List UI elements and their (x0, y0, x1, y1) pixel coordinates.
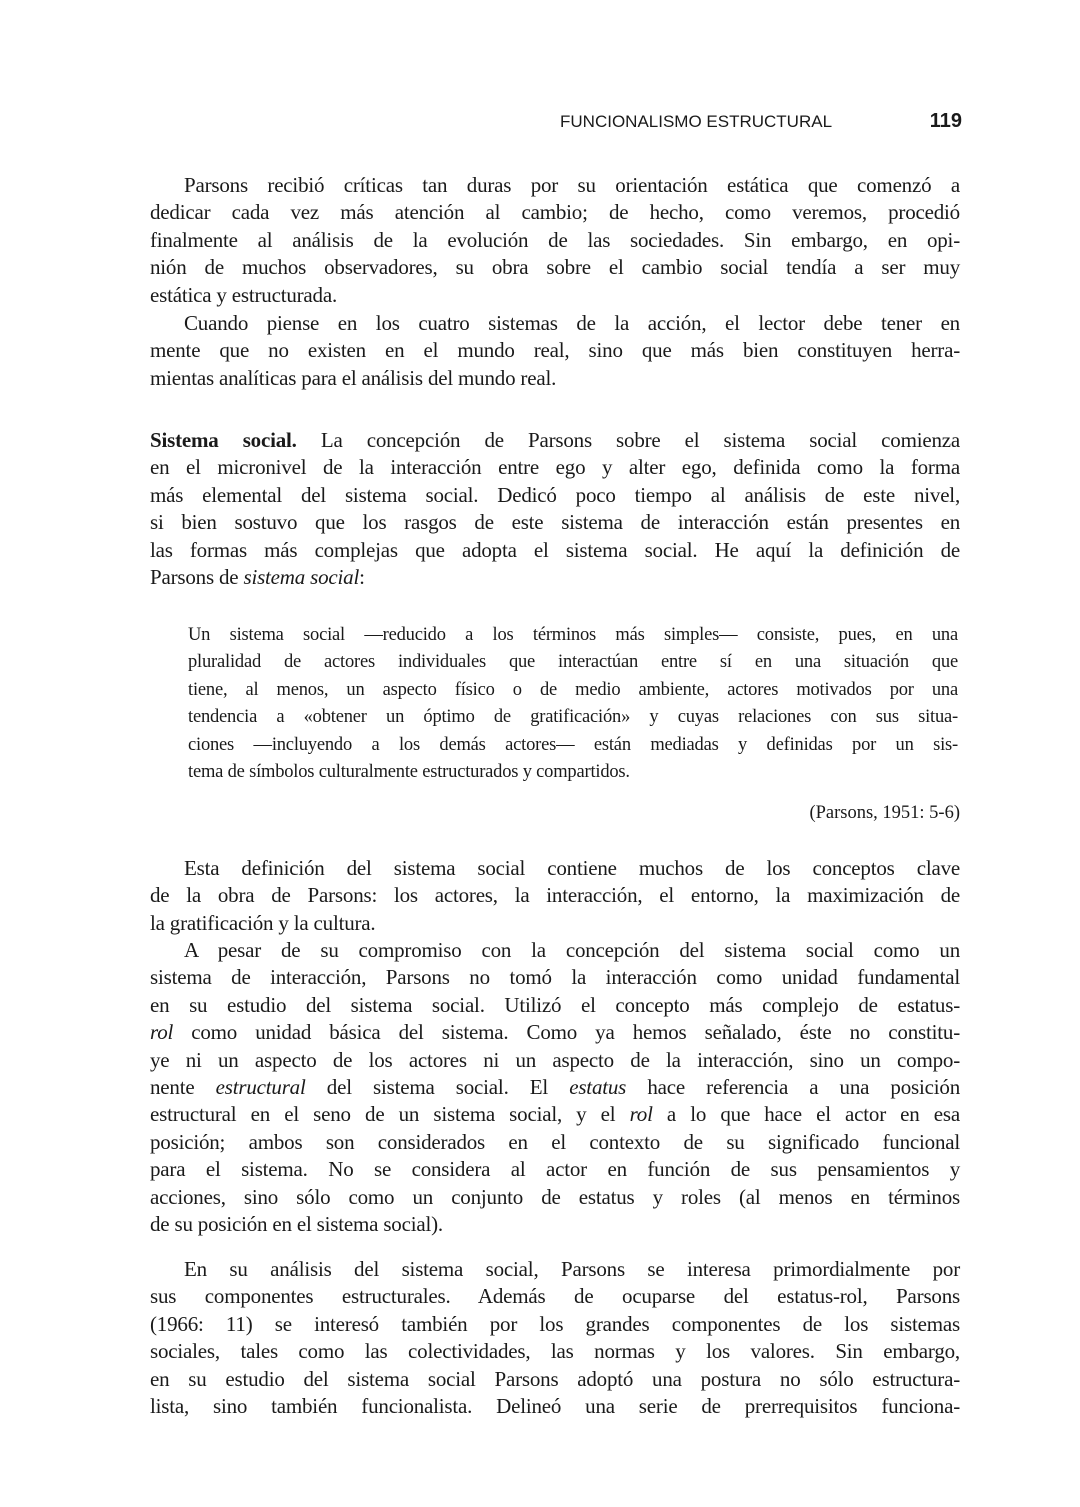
text-line: pluralidad de actores individuales que interactúan entre sí en una situación que (188, 652, 958, 673)
text-line: Cuando piense en los cuatro sistemas de la acción, el lector debe tener en (184, 311, 960, 335)
text-line: en el micronivel de la interacción entre ego y alter ego, definida como la forma (150, 455, 960, 480)
text-line: sociales, tales como las colectividades, las normas y los valores. Sin embargo, (150, 1339, 960, 1364)
italic-term: sistema social (243, 564, 360, 589)
text-line: tiene, al menos, un aspecto físico o de medio ambiente, actores motivados por una (188, 679, 958, 700)
paragraph (150, 855, 960, 937)
text-line: lista, sino también funcionalista. Delineó una serie de prerrequisitos funciona- (150, 1393, 960, 1418)
text-segment: nente (150, 1074, 216, 1099)
text-line (150, 1074, 960, 1101)
text-line (150, 1101, 960, 1128)
text-line: Esta definición del sistema social contiene muchos de los conceptos clave (184, 856, 960, 880)
text-line: las formas más complejas que adopta el sistema social. He aquí la definición de (150, 537, 960, 562)
text-line: dedicar cada vez más atención al cambio; de hecho, como veremos, procedió (150, 200, 960, 225)
section-heading: Sistema social. (150, 428, 297, 452)
text-line: A pesar de su compromiso con la concepción del sistema social como un (184, 938, 960, 962)
italic-term: estatus (569, 1074, 627, 1099)
text-line: más elemental del sistema social. Dedicó poco tiempo al análisis de este nivel, (150, 482, 960, 507)
text-line: para el sistema. No se considera al actor en función de sus pensamientos y (150, 1157, 960, 1182)
italic-term: rol (629, 1102, 653, 1127)
text-segment: a lo que hace el actor en esa (652, 1102, 960, 1127)
text-line: estática y estructurada. (150, 282, 338, 307)
text-line: tema de símbolos culturalmente estructurados y compartidos. (188, 761, 630, 782)
text-line: sus componentes estructurales. Además de ocuparse del estatus-rol, Parsons (150, 1284, 960, 1309)
text-segment: estructural en el seno de un sistema social, y el (150, 1102, 630, 1127)
text-line: si bien sostuvo que los rasgos de este sistema de interacción están presentes en (150, 510, 960, 535)
paragraph (150, 937, 960, 1238)
text-line: Un sistema social —reducido a los términos más simples— consiste, pues, en una (188, 625, 958, 645)
text-segment: hace referencia a una posición (626, 1074, 960, 1099)
text-line (150, 427, 960, 454)
text-segment: como unidad básica del sistema. Como ya hemos señalado, éste no constitu- (173, 1020, 960, 1045)
text-line: ye ni un aspecto de los actores ni un aspecto de la interacción, sino un compo- (150, 1047, 960, 1072)
running-header (560, 110, 962, 133)
text-line: nión de muchos observadores, su obra sobre el cambio social tendía a ser muy (150, 255, 960, 280)
paragraph (150, 1256, 960, 1420)
running-title: FUNCIONALISMO ESTRUCTURAL (560, 112, 833, 131)
text-line: acciones, sino sólo como un conjunto de estatus y roles (al menos en términos (150, 1184, 960, 1209)
text-line: sistema de interacción, Parsons no tomó la interacción como unidad fundamental (150, 965, 960, 990)
text-segment: La concepción de Parsons sobre el sistema social comienza (296, 428, 960, 452)
text-line: tendencia a «obtener un óptimo de gratificación» y cuyas relaciones con sus situa- (188, 707, 958, 728)
text-line: de su posición en el sistema social). (150, 1211, 443, 1236)
text-line (150, 1019, 960, 1046)
text-line: en su estudio del sistema social Parsons adoptó una postura no sólo estructura- (150, 1366, 960, 1391)
text-line: de la obra de Parsons: los actores, la interacción, el entorno, la maximización de (150, 883, 960, 908)
page-number: 119 (929, 110, 962, 132)
text-line: ciones —incluyendo a los demás actores— están mediadas y definidas por un sis- (188, 734, 958, 755)
text-line: Parsons recibió críticas tan duras por su orientación estática que comenzó a (184, 173, 960, 197)
text-line: (1966: 11) se interesó también por los grandes componentes de los sistemas (150, 1311, 960, 1336)
text-line: posición; ambos son considerados en el contexto de su significado funcional (150, 1129, 960, 1154)
text-line: En su análisis del sistema social, Parsons se interesa primordialmente por (184, 1257, 960, 1281)
paragraph (150, 427, 960, 591)
text-segment: del sistema social. El (305, 1074, 570, 1099)
paragraph (150, 310, 960, 392)
text-line: mente que no existen en el mundo real, sino que más bien constituyen herra- (150, 338, 960, 363)
paragraph (150, 172, 960, 309)
text-line: finalmente al análisis de la evolución de las sociedades. Sin embargo, en opi- (150, 227, 960, 252)
text-segment: Parsons de (150, 564, 244, 589)
text-line (150, 564, 960, 591)
text-line: mientas analíticas para el análisis del mundo real. (150, 365, 557, 390)
text-line: la gratificación y la cultura. (150, 910, 376, 935)
quote-citation: (Parsons, 1951: 5-6) (809, 803, 960, 823)
italic-term: rol (150, 1020, 174, 1045)
block-quote (188, 622, 958, 786)
italic-term: estructural (215, 1074, 306, 1099)
text-segment: : (359, 564, 365, 589)
text-line: en su estudio del sistema social. Utilizó el concepto más complejo de estatus- (150, 992, 960, 1017)
